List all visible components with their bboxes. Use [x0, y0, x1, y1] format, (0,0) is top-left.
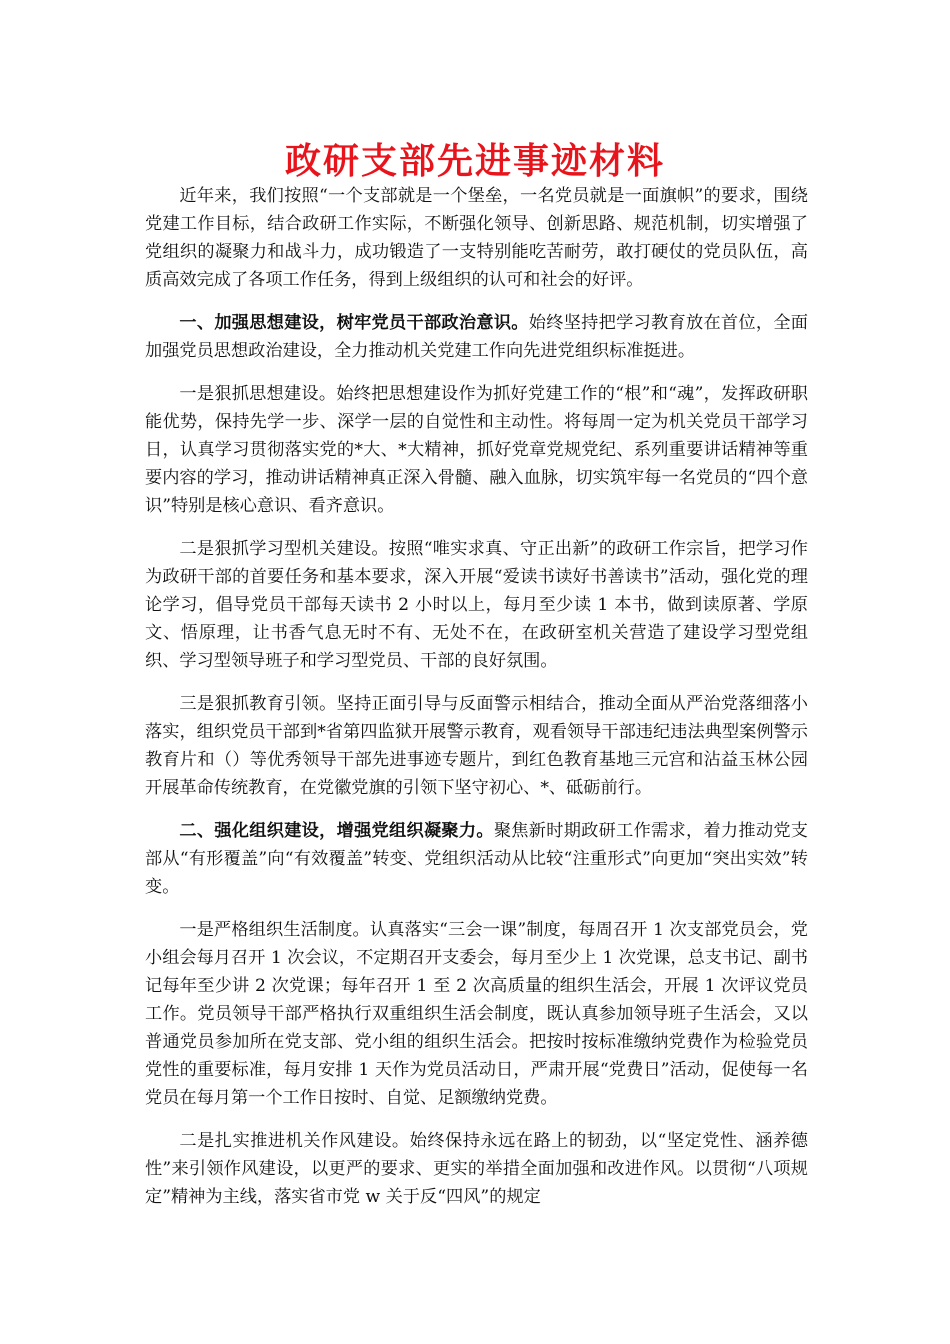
document-title: 政研支部先进事迹材料 — [284, 140, 665, 182]
paragraph-text: 近年来，我们按照“一个支部就是一个堡垒，一名党员就是一面旗帜”的要求，围绕党建工作目标，结合政研工作实际，不断强化领导、创新思路、规范机制，切实增强了党组织的凝聚力和战斗力，成功锻造了一支特别能吃苦耐劳，敢打硬仗的党员队伍，高质高效完成了各项工作任务，得到上级组织的认可和社会的好评。 — [145, 186, 808, 290]
paragraph-text: 一是狠抓思想建设。始终把思想建设作为抓好党建工作的“根”和“魂”，发挥政研职能优势，保持先学一步、深学一层的自觉性和主动性。将每周一定为机关党员干部学习日，认真学习贯彻落实党的*大、*大精神，抓好党章党规党纪、系列重要讲话精神等重要内容的学习，推动讲话精神真正深入骨髓、融入血脉，切实筑牢每一名党员的“四个意识”特别是核心意识、看齐意识。 — [145, 384, 808, 516]
paragraph-section-1 — [145, 309, 808, 365]
paragraph-item — [145, 690, 808, 802]
paragraph-item — [145, 380, 808, 520]
section-heading: 二、强化组织建设，增强党组织凝聚力。 — [179, 821, 494, 841]
paragraph-text: 三是狠抓教育引领。坚持正面引导与反面警示相结合，推动全面从严治党落细落小落实，组织党员干部到*省第四监狱开展警示教育，观看领导干部违纪违法典型案例警示教育片和（）等优秀领导干部先进事迹专题片，到红色教育基地三元宫和沾益玉林公园开展革命传统教育，在党徽党旗的引领下坚守初心、*、砥砺前行。 — [145, 694, 808, 798]
paragraph-intro — [145, 182, 808, 294]
document-body — [145, 182, 808, 1226]
paragraph-section-2 — [145, 817, 808, 901]
paragraph-text: 始终坚持把学习教育放在首位，全面加强党员思想政治建设，全力推动机关党建工作向先进党组织标准挺进。 — [145, 313, 808, 361]
paragraph-text: 二是扎实推进机关作风建设。始终保持永远在路上的韧劲，以“坚定党性、涵养德性”来引领作风建设，以更严的要求、更实的举措全面加强和改进作风。以贯彻“八项规定”精神为主线，落实省市党 w 关于反“四风”的规定 — [145, 1131, 808, 1207]
paragraph-text: 一是严格组织生活制度。认真落实“三会一课”制度，每周召开 1 次支部党员会，党小组会每月召开 1 次会议，不定期召开支委会，每月至少上 1 次党课，总支书记、副书记每年至少讲 2 次党课；每年召开 1 至 2 次高质量的组织生活会，开展 1 次评议党员工作。党员领导干部严格执行双重组织生活会制度，既认真参加领导班子生活会，又以普通党员参加所在党支部、党小组的组织生活会。把按时按标准缴纳党费作为检验党员党性的重要标准，每月安排 1 天作为党员活动日，严肃开展“党费日”活动，促使每一名党员在每月第一个工作日按时、自觉、足额缴纳党费。 — [145, 920, 808, 1108]
paragraph-text: 二是狠抓学习型机关建设。按照“唯实求真、守正出新”的政研工作宗旨，把学习作为政研干部的首要任务和基本要求，深入开展“爱读书读好书善读书”活动，强化党的理论学习，倡导党员干部每天读书 2 小时以上，每月至少读 1 本书，做到读原著、学原文、悟原理，让书香气息无时不有、无处不在，在政研室机关营造了建设学习型党组织、学习型领导班子和学习型党员、干部的良好氛围。 — [145, 539, 808, 671]
paragraph-item — [145, 916, 808, 1112]
paragraph-item — [145, 535, 808, 675]
paragraph-item — [145, 1127, 808, 1211]
section-heading: 一、加强思想建设，树牢党员干部政治意识。 — [179, 313, 529, 333]
paragraph-text: 聚焦新时期政研工作需求，着力推动党支部从“有形覆盖”向“有效覆盖”转变、党组织活动从比较“注重形式”向更加“突出实效”转变。 — [145, 821, 808, 897]
